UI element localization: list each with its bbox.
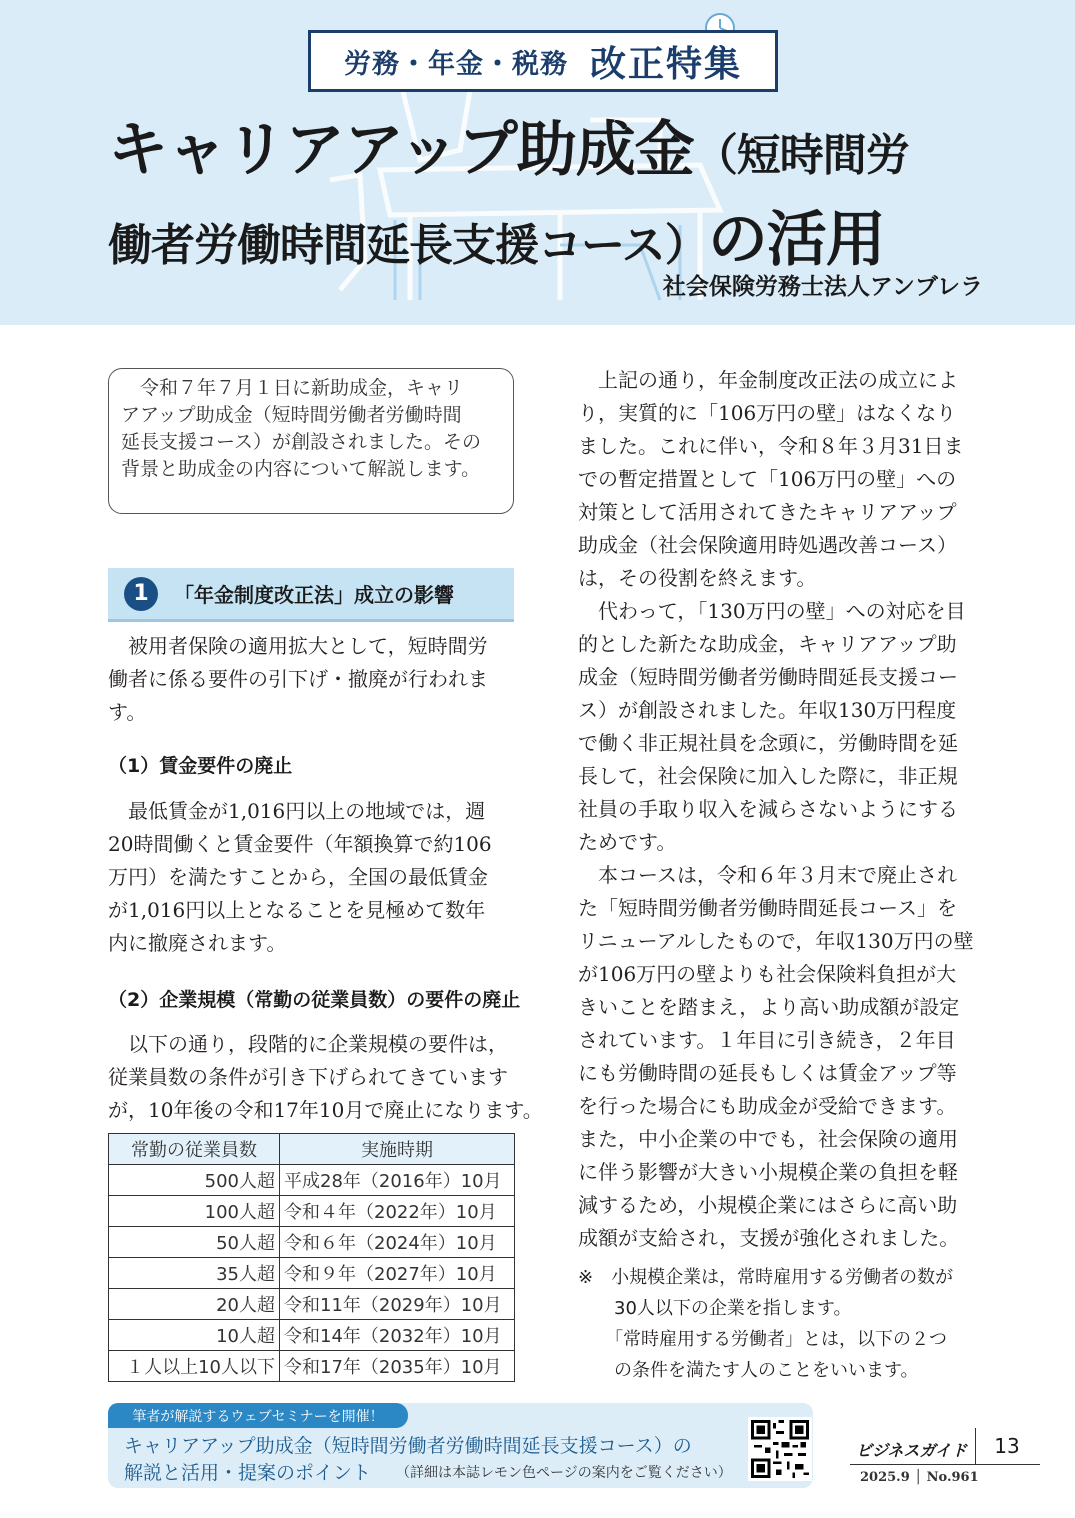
title-line1-paren: （短時間労 — [693, 130, 909, 181]
webinar-title-line1: キャリアアップ助成金（短時間労働者労働時間延長支援コース）の — [124, 1435, 692, 1457]
text-line: 上記の通り，年金制度改正法の成立によ — [578, 368, 958, 392]
magazine-logo: ビジネスガイド — [856, 1441, 968, 1460]
section-title: 「年金制度改正法」成立の影響 — [174, 583, 454, 607]
subheading-company-size: （2）企業規模（常勤の従業員数）の要件の廃止 — [108, 989, 521, 1011]
tagline-sub: 労務・年金・税務 — [343, 48, 568, 80]
table-cell: 500人超 — [109, 1165, 280, 1196]
summary-line: 令和７年７月１日に新助成金，キャリ — [121, 377, 464, 399]
text-line: にも労働時間の延長もしくは賃金アップ等 — [578, 1061, 957, 1085]
table-row — [109, 1258, 515, 1289]
text-line: 対策として活用されてきたキャリアアップ — [578, 500, 957, 524]
webinar-banner[interactable] — [108, 1403, 813, 1488]
text-line: 従業員数の条件が引き下げられてきています — [108, 1065, 508, 1089]
table-cell: 100人超 — [109, 1196, 280, 1227]
tagline-main: 改正特集 — [589, 43, 742, 85]
table-cell: 20人超 — [109, 1289, 280, 1320]
text-line: での暫定措置として「106万円の壁」への — [578, 467, 957, 491]
text-line: 以下の通り，段階的に企業規模の要件は， — [108, 1032, 508, 1056]
table-row — [109, 1351, 515, 1382]
company-size-paragraph — [108, 1028, 543, 1127]
text-line: す。 — [108, 700, 147, 724]
table-row — [109, 1196, 515, 1227]
table-header: 実施時期 — [280, 1134, 515, 1165]
table-row — [109, 1289, 515, 1320]
text-line: 長して，社会保険に加入した際に，非正規 — [578, 764, 958, 788]
table-cell: 令和11年（2029年）10月 — [280, 1289, 515, 1320]
text-line: 万円）を満たすことから，全国の最低賃金 — [108, 865, 488, 889]
qr-code-icon[interactable] — [748, 1417, 812, 1481]
text-line: されています。１年目に引き続き，２年目 — [578, 1028, 956, 1052]
text-line: 減するため，小規模企業にはさらに高い助 — [578, 1193, 958, 1217]
table-cell: 令和17年（2035年）10月 — [280, 1351, 515, 1382]
footer-divider — [850, 1464, 1040, 1465]
text-line: ました。これに伴い，令和８年３月31日ま — [578, 434, 964, 458]
text-line: り，実質的に「106万円の壁」はなくなり — [578, 401, 957, 425]
text-line: 本コースは，令和６年３月末で廃止され — [578, 863, 957, 887]
table-row — [109, 1165, 515, 1196]
text-line: 被用者保険の適用拡大として，短時間労 — [108, 634, 488, 658]
page-number: 13 — [975, 1428, 1038, 1464]
table-header: 常勤の従業員数 — [109, 1134, 280, 1165]
title-line2-end: の活用 — [707, 205, 885, 275]
table-cell: 平成28年（2016年）10月 — [280, 1165, 515, 1196]
text-line: リニューアルしたもので，年収130万円の壁 — [578, 929, 974, 953]
text-line: 30人以下の企業を指します。 — [578, 1298, 852, 1319]
text-line: 成金（短時間労働者労働時間延長支援コー — [578, 665, 958, 689]
text-line: が1,016円以上となることを見極めて数年 — [108, 898, 486, 922]
summary-box — [108, 368, 514, 514]
text-line: 成額が支給され，支援が強化されました。 — [578, 1226, 960, 1250]
table-header-row — [109, 1134, 515, 1165]
title-line2: 働者労働時間延長支援コース） — [108, 220, 708, 271]
webinar-pill: 筆者が解説するウェブセミナーを開催！ — [108, 1403, 408, 1428]
table-row — [109, 1320, 515, 1351]
text-line: に伴う影響が大きい小規模企業の負担を軽 — [578, 1160, 958, 1184]
small-business-note — [578, 1262, 953, 1386]
wage-paragraph — [108, 795, 492, 960]
article-title — [108, 108, 1008, 288]
section-intro — [108, 630, 488, 729]
header — [0, 0, 1075, 325]
webinar-title-line2: 解説と活用・提案のポイント — [124, 1462, 372, 1484]
text-line: 的とした新たな助成金，キャリアアップ助 — [578, 632, 957, 656]
text-line: ス）が創設されました。年収130万円程度 — [578, 698, 957, 722]
text-line: た「短時間労働者労働時間延長コース」を — [578, 896, 957, 920]
section-number-badge: 1 — [124, 577, 158, 611]
table-cell: 令和９年（2027年）10月 — [280, 1258, 515, 1289]
table-cell: 10人超 — [109, 1320, 280, 1351]
text-line: ためです。 — [578, 830, 677, 854]
text-line: きいことを踏まえ，より高い助成額が設定 — [578, 995, 960, 1019]
table-cell: 35人超 — [109, 1258, 280, 1289]
table-cell: 令和14年（2032年）10月 — [280, 1320, 515, 1351]
text-line: 働者に係る要件の引下げ・撤廃が行われま — [108, 667, 488, 691]
summary-line: アアップ助成金（短時間労働者労働時間 — [121, 404, 462, 426]
text-line: で働く非正規社員を念頭に，労働時間を延 — [578, 731, 958, 755]
text-line: 20時間働くと賃金要件（年額換算で約106 — [108, 832, 492, 856]
text-line: ※ 小規模企業は，常時雇用する労働者の数が — [578, 1267, 954, 1288]
company-size-table — [108, 1133, 515, 1382]
text-line: 代わって，「130万円の壁」への対応を目 — [578, 599, 966, 623]
author: 社会保険労務士法人アンブレラ — [662, 274, 983, 300]
text-line: の条件を満たす人のことをいいます。 — [578, 1360, 919, 1381]
text-line: 「常時雇用する労働者」とは，以下の２つ — [578, 1329, 947, 1350]
text-line: を行った場合にも助成金が受給できます。 — [578, 1094, 957, 1118]
text-line: また，中小企業の中でも，社会保険の適用 — [578, 1127, 958, 1151]
right-paragraph-1 — [578, 364, 974, 1255]
section-heading — [108, 568, 514, 622]
text-line: 社員の手取り収入を減らさないようにする — [578, 797, 958, 821]
subheading-wage: （1）賃金要件の廃止 — [108, 755, 293, 777]
summary-line: 背景と助成金の内容について解説します。 — [121, 458, 481, 480]
text-line: は，その役割を終えます。 — [578, 566, 817, 590]
summary-line: 延長支援コース）が創設されました。その — [121, 431, 482, 453]
title-line1: キャリアアップ助成金 — [108, 115, 694, 185]
text-line: 内に撤廃されます。 — [108, 931, 287, 955]
special-feature-tagline — [308, 30, 778, 92]
text-line: が106万円の壁よりも社会保険料負担が大 — [578, 962, 957, 986]
webinar-note: （詳細は本誌レモン色ページの案内をご覧ください） — [396, 1465, 732, 1481]
text-line: 最低賃金が1,016円以上の地域では，週 — [108, 799, 486, 823]
issue-number: 2025.9 │ No.961 — [860, 1470, 979, 1485]
text-line: 助成金（社会保険適用時処遇改善コース） — [578, 533, 957, 557]
text-line: が，10年後の令和17年10月で廃止になります。 — [108, 1098, 543, 1122]
table-cell: 令和４年（2022年）10月 — [280, 1196, 515, 1227]
table-cell: 令和６年（2024年）10月 — [280, 1227, 515, 1258]
table-row — [109, 1227, 515, 1258]
table-cell: １人以上10人以下 — [109, 1351, 280, 1382]
table-cell: 50人超 — [109, 1227, 280, 1258]
